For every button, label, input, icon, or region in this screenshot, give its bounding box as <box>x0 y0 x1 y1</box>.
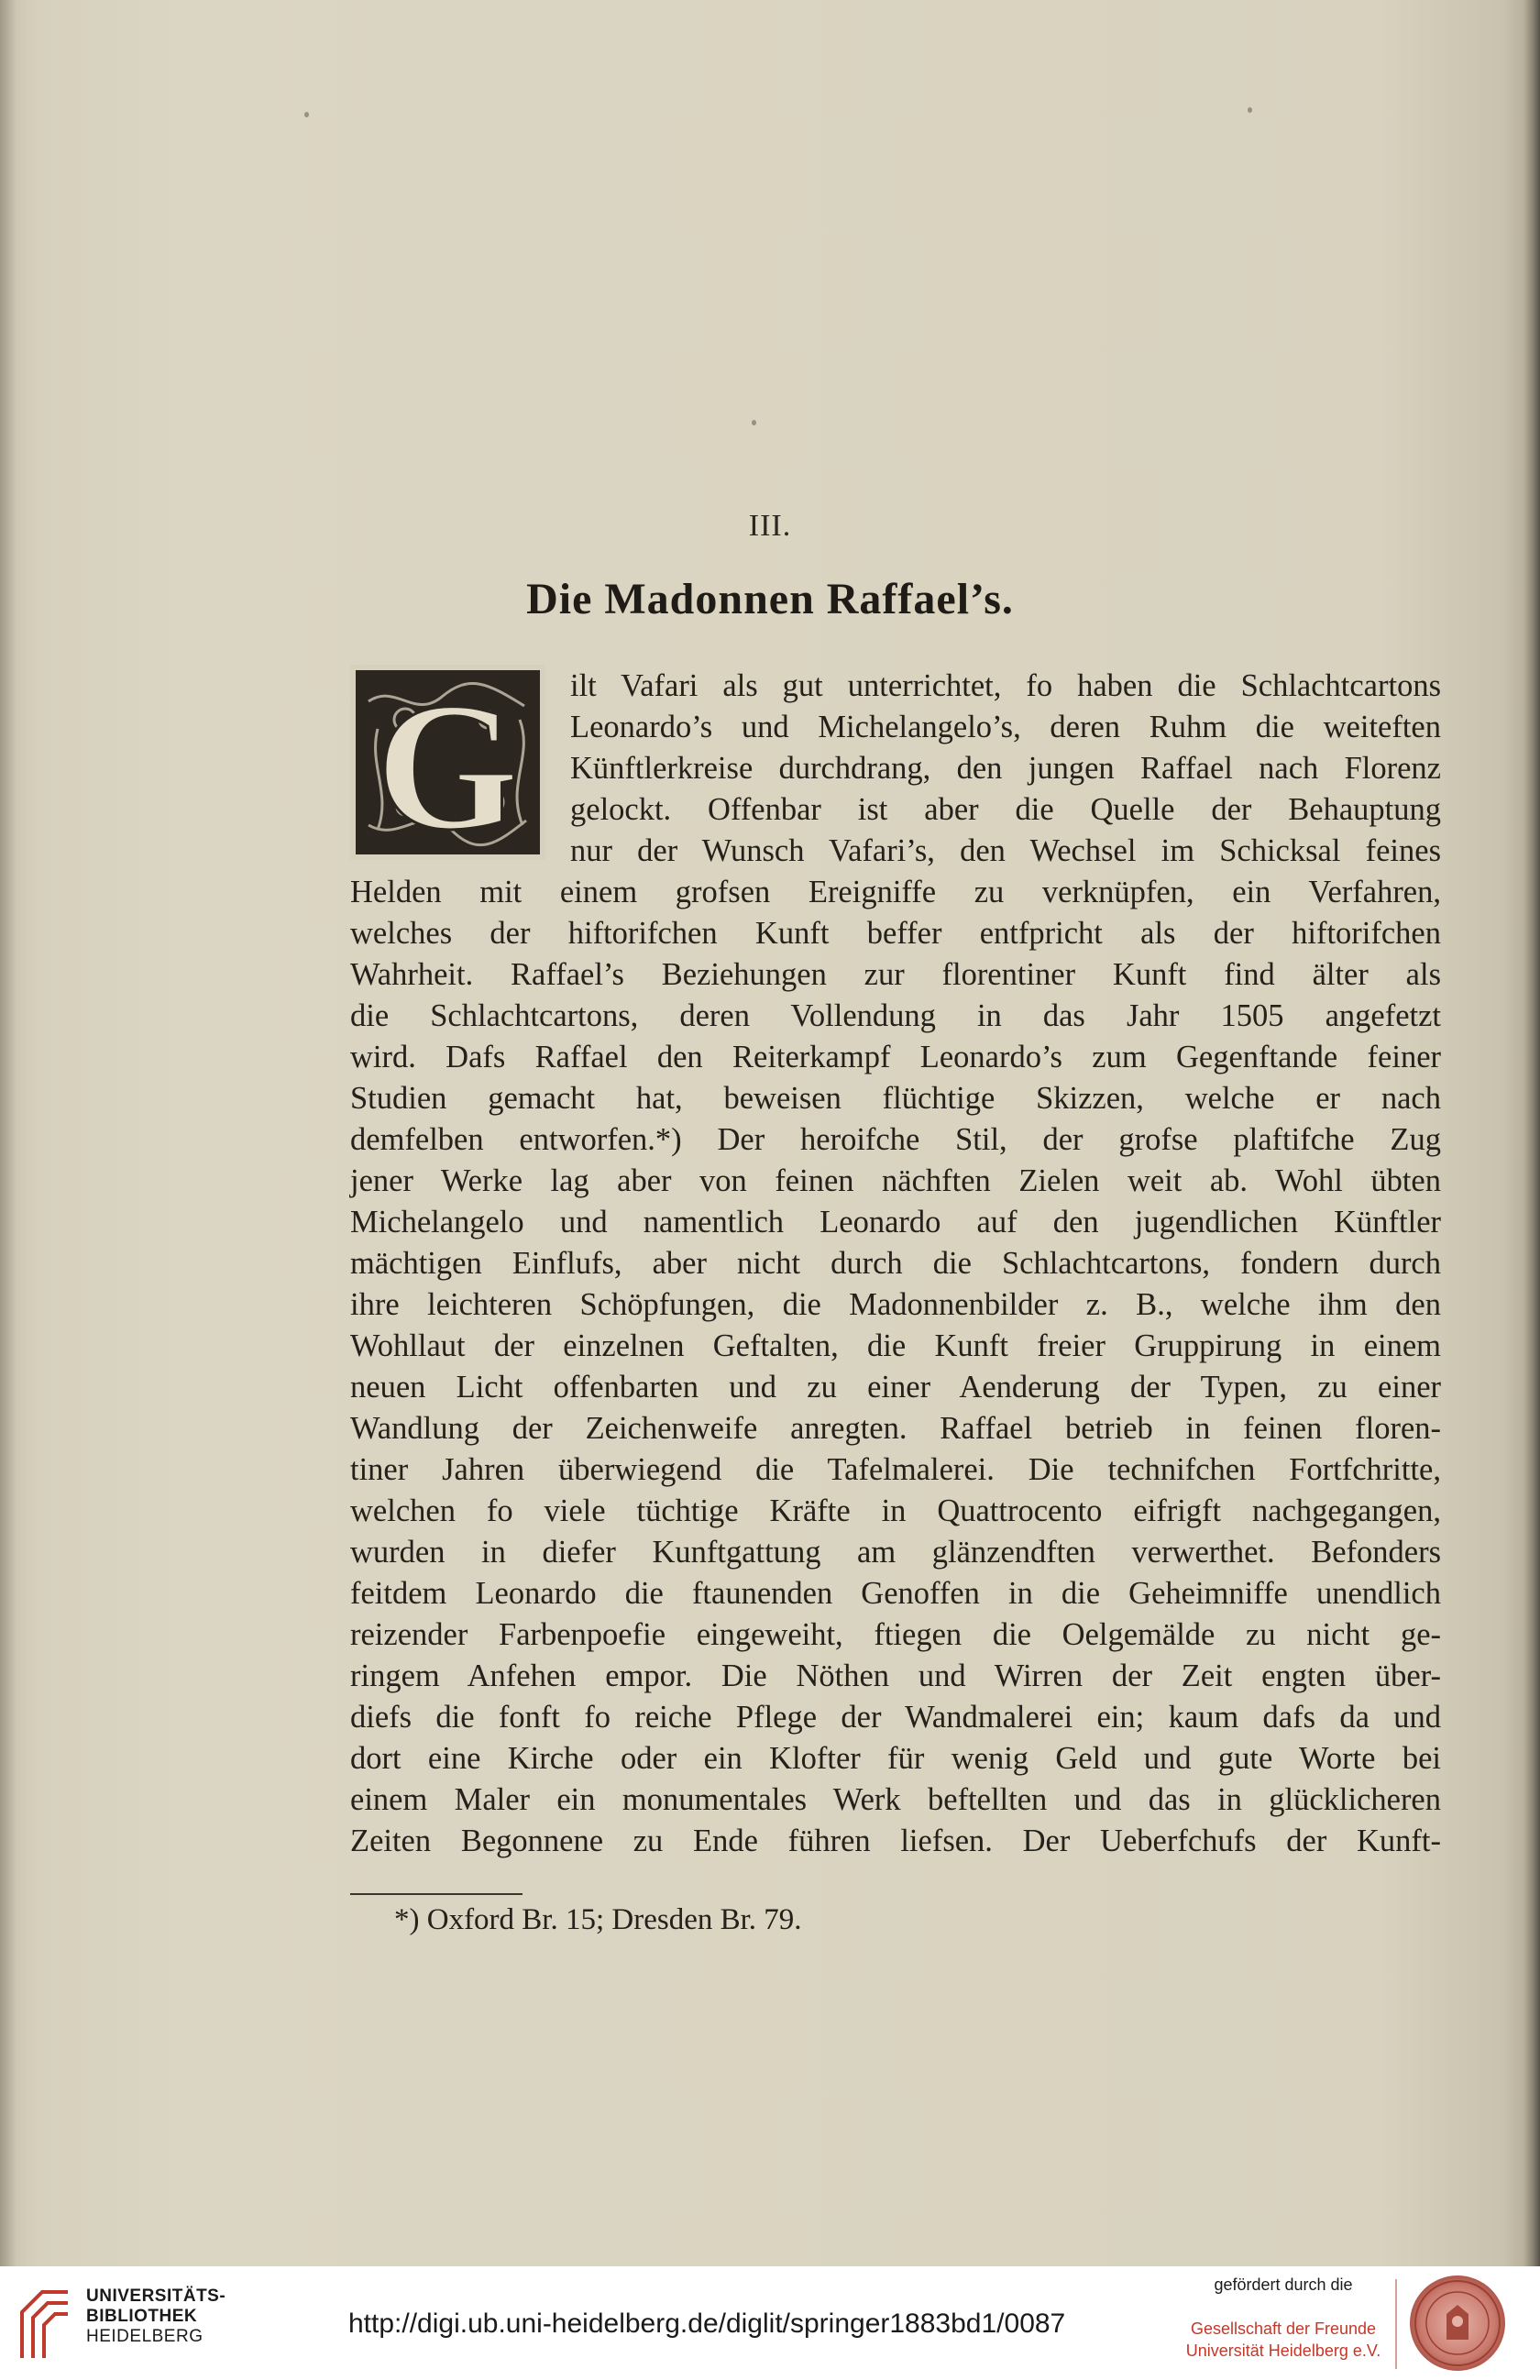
text-line: Künftlerkreise durchdrang, den jungen Raffael nach Florenz <box>570 751 1441 786</box>
text-line: Wohllaut der einzelnen Geftalten, die Kunft freier Gruppirung in einem <box>350 1328 1441 1363</box>
permalink-url[interactable]: http://digi.ub.uni-heidelberg.de/diglit/springer1883bd1/0087 <box>348 2308 1066 2339</box>
footer-bar <box>0 2266 1540 2380</box>
text-line: wurden in diefer Kunftgattung am glänzendften verwerthet. Befonders <box>350 1535 1441 1570</box>
sponsor-name[interactable]: Universität Heidelberg e.V. <box>1185 2341 1381 2360</box>
paper-speck <box>304 112 309 117</box>
chapter-title: Die Madonnen Raffael’s. <box>526 575 1014 623</box>
ub-library-logo-icon[interactable] <box>15 2285 75 2362</box>
text-line: einem Maler ein monumentales Werk beftellten und das in glücklicheren <box>350 1782 1441 1817</box>
ornament-icon <box>350 665 545 860</box>
footnote-rule <box>350 1893 522 1895</box>
text-line: Zeiten Begonnene zu Ende führen liefsen. Der Ueberfchufs der Kunft- <box>350 1824 1441 1858</box>
footer-divider <box>1395 2279 1397 2369</box>
text-line: Helden mit einem grofsen Ereigniffe zu verknüpfen, ein Verfahren, <box>350 875 1441 909</box>
seal-emblem-icon <box>1410 2275 1505 2371</box>
text-line: dort eine Kirche oder ein Klofter für wenig Geld und gute Worte bei <box>350 1741 1441 1776</box>
text-line: welches der hiftorifchen Kunft beffer entfpricht als der hiftorifchen <box>350 916 1441 951</box>
footnote: *) Oxford Br. 15; Dresden Br. 79. <box>394 1903 802 1936</box>
decorated-initial <box>350 665 545 860</box>
paper-speck <box>1248 107 1252 113</box>
text-line: Michelangelo und namentlich Leonardo auf den jugendlichen Künftler <box>350 1205 1441 1240</box>
text-line: demfelben entworfen.*) Der heroifche Stil, der grofse plaftifche Zug <box>350 1122 1441 1157</box>
text-line: ringem Anfehen empor. Die Nöthen und Wirren der Zeit engten über- <box>350 1658 1441 1693</box>
drop-cap-letter: G <box>376 666 519 860</box>
library-name-line: BIBLIOTHEK <box>86 2307 198 2326</box>
sponsor-label: gefördert durch die <box>1214 2275 1353 2294</box>
page-edge-shadow <box>0 0 16 2266</box>
text-line: mächtigen Einflufs, aber nicht durch die Schlachtcartons, fondern durch <box>350 1246 1441 1281</box>
text-line: Leonardo’s und Michelangelo’s, deren Ruhm die weiteften <box>570 710 1441 744</box>
text-line: gelockt. Offenbar ist aber die Quelle der Behauptung <box>570 792 1441 827</box>
text-line: nur der Wunsch Vafari’s, den Wechsel im Schicksal feines <box>570 833 1441 868</box>
text-line: diefs die fonft fo reiche Pflege der Wandmalerei ein; kaum dafs da und <box>350 1700 1441 1735</box>
text-line: tiner Jahren überwiegend die Tafelmalerei. Die technifchen Fortfchritte, <box>350 1452 1441 1487</box>
sponsor-name[interactable]: Gesellschaft der Freunde <box>1190 2319 1377 2338</box>
text-line: reizender Farbenpoefie eingeweiht, ftiegen die Oelgemälde zu nicht ge- <box>350 1617 1441 1652</box>
text-line: Wandlung der Zeichenweife anregten. Raffael betrieb in feinen floren- <box>350 1411 1441 1446</box>
text-line: die Schlachtcartons, deren Vollendung in das Jahr 1505 angefetzt <box>350 998 1441 1033</box>
library-name-line: UNIVERSITÄTS- <box>86 2286 226 2306</box>
library-city-line: HEIDELBERG <box>86 2327 204 2346</box>
text-line: feitdem Leonardo die ftaunenden Genoffen in die Geheimniffe unendlich <box>350 1576 1441 1611</box>
chapter-number: III. <box>748 509 792 543</box>
text-line: Studien gemacht hat, beweisen flüchtige Skizzen, welche er nach <box>350 1081 1441 1116</box>
paper-speck <box>752 420 756 425</box>
text-line: ihre leichteren Schöpfungen, die Madonnenbilder z. B., welche ihm den <box>350 1287 1441 1322</box>
text-line: jener Werke lag aber von feinen nächften Zielen weit ab. Wohl übten <box>350 1163 1441 1198</box>
text-line: wird. Dafs Raffael den Reiterkampf Leonardo’s zum Gegenftande feiner <box>350 1040 1441 1074</box>
university-seal-icon <box>1410 2275 1505 2371</box>
text-line: Wahrheit. Raffael’s Beziehungen zur florentiner Kunft find älter als <box>350 957 1441 992</box>
text-line: neuen Licht offenbarten und zu einer Aenderung der Typen, zu einer <box>350 1370 1441 1405</box>
text-line: welchen fo viele tüchtige Kräfte in Quattrocento eifrigft nachgegangen, <box>350 1493 1441 1528</box>
text-line: ilt Vafari als gut unterrichtet, fo haben die Schlachtcartons <box>570 668 1441 703</box>
